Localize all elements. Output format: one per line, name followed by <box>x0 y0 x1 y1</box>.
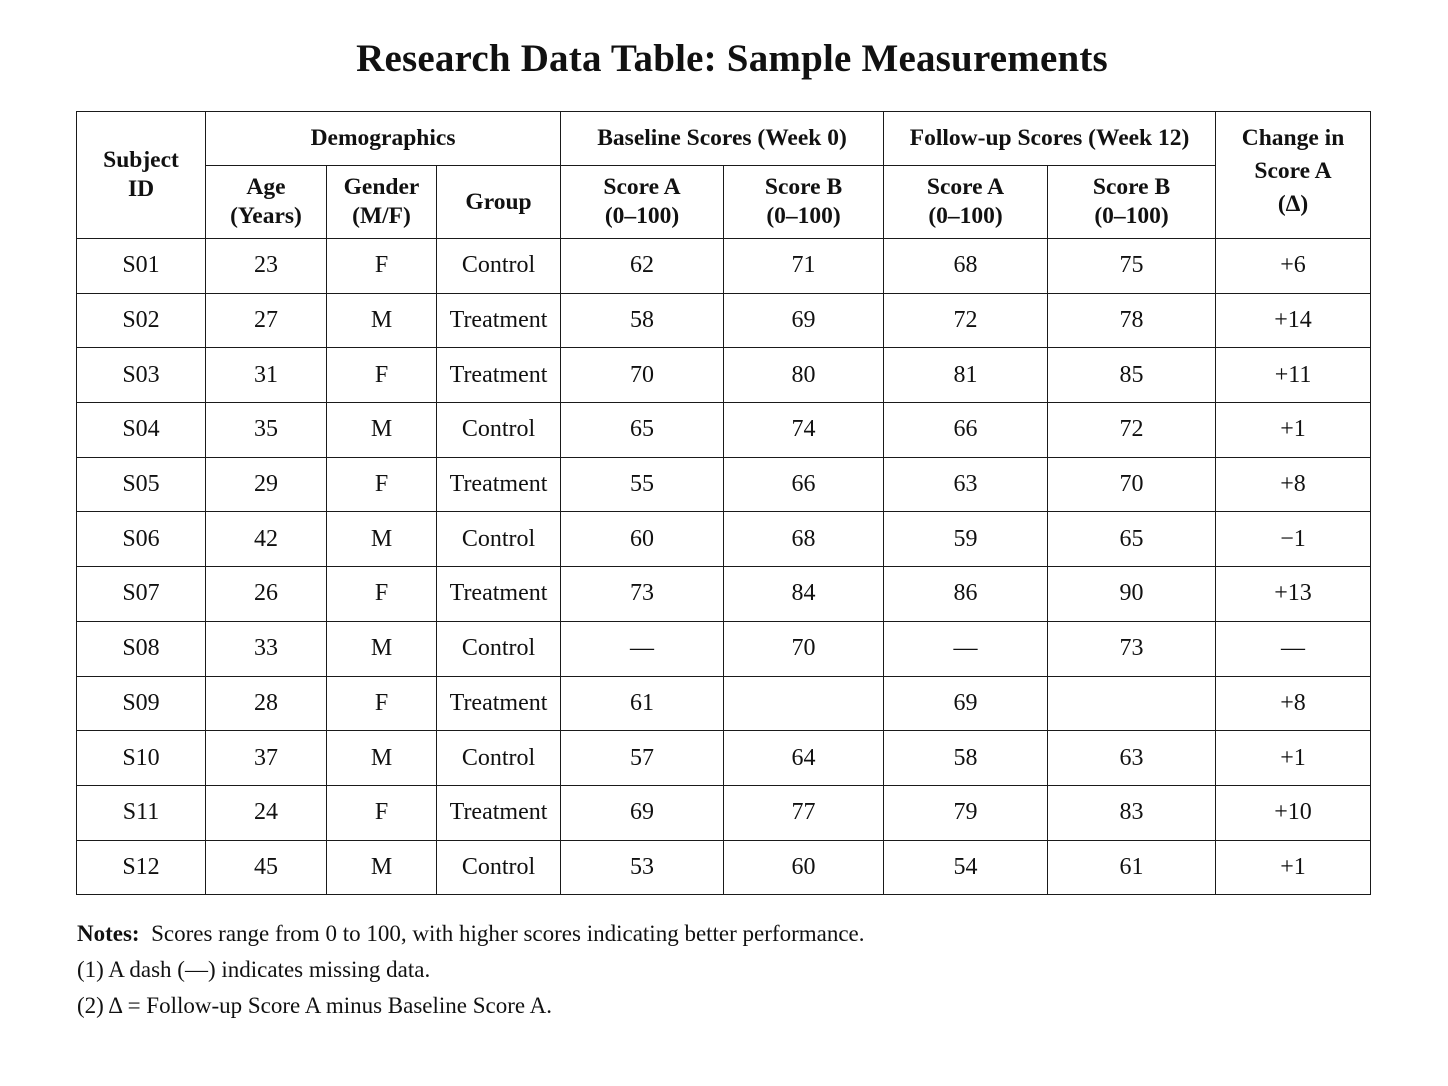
cell-subject-id: S01 <box>77 239 206 294</box>
cell-gender: M <box>327 512 437 567</box>
cell-subject-id: S07 <box>77 567 206 622</box>
cell-followup-score-a: 66 <box>884 403 1048 458</box>
cell-baseline-score-a: 57 <box>561 731 724 786</box>
cell-followup-score-a: 72 <box>884 293 1048 348</box>
cell-followup-score-b: 78 <box>1048 293 1216 348</box>
cell-change-score-a: +8 <box>1216 676 1371 731</box>
cell-group: Control <box>437 403 561 458</box>
cell-age: 42 <box>206 512 327 567</box>
table-row <box>77 403 1371 458</box>
cell-subject-id: S06 <box>77 512 206 567</box>
cell-group: Treatment <box>437 676 561 731</box>
cell-change-score-a: +1 <box>1216 840 1371 895</box>
cell-age: 45 <box>206 840 327 895</box>
cell-followup-score-b: 75 <box>1048 239 1216 294</box>
cell-age: 35 <box>206 403 327 458</box>
cell-followup-score-a: 59 <box>884 512 1048 567</box>
cell-age: 27 <box>206 293 327 348</box>
cell-change-score-a: +10 <box>1216 785 1371 840</box>
cell-group: Control <box>437 512 561 567</box>
table-row <box>77 239 1371 294</box>
cell-baseline-score-a: — <box>561 621 724 676</box>
cell-gender: F <box>327 457 437 512</box>
cell-followup-score-b: 72 <box>1048 403 1216 458</box>
notes-label: Notes: <box>77 921 140 946</box>
cell-followup-score-b: 83 <box>1048 785 1216 840</box>
cell-baseline-score-b <box>724 676 884 731</box>
table-row <box>77 457 1371 512</box>
cell-gender: F <box>327 239 437 294</box>
cell-change-score-a: +1 <box>1216 403 1371 458</box>
note-2: (2) Δ = Follow-up Score A minus Baseline Score A. <box>77 993 552 1018</box>
cell-baseline-score-b: 77 <box>724 785 884 840</box>
header-subject-id: Subject ID <box>77 112 206 239</box>
notes-text: Scores range from 0 to 100, with higher scores indicating better performance. <box>151 921 865 946</box>
table-row <box>77 840 1371 895</box>
cell-baseline-score-a: 70 <box>561 348 724 403</box>
notes-main <box>77 916 865 952</box>
cell-followup-score-a: — <box>884 621 1048 676</box>
cell-gender: M <box>327 403 437 458</box>
cell-followup-score-a: 69 <box>884 676 1048 731</box>
cell-followup-score-a: 58 <box>884 731 1048 786</box>
cell-age: 23 <box>206 239 327 294</box>
cell-subject-id: S04 <box>77 403 206 458</box>
note-1: (1) A dash (—) indicates missing data. <box>77 957 431 982</box>
cell-followup-score-a: 81 <box>884 348 1048 403</box>
cell-baseline-score-b: 69 <box>724 293 884 348</box>
cell-age: 37 <box>206 731 327 786</box>
cell-gender: M <box>327 293 437 348</box>
cell-baseline-score-b: 74 <box>724 403 884 458</box>
header-followup-score-b: Score B (0–100) <box>1048 166 1216 239</box>
cell-gender: F <box>327 567 437 622</box>
header-change: Change in Score A (Δ) <box>1216 112 1371 239</box>
cell-followup-score-b: 65 <box>1048 512 1216 567</box>
cell-gender: F <box>327 785 437 840</box>
cell-subject-id: S11 <box>77 785 206 840</box>
cell-subject-id: S05 <box>77 457 206 512</box>
cell-gender: M <box>327 731 437 786</box>
cell-followup-score-b: 73 <box>1048 621 1216 676</box>
header-followup-score-a: Score A (0–100) <box>884 166 1048 239</box>
cell-followup-score-b: 70 <box>1048 457 1216 512</box>
cell-age: 33 <box>206 621 327 676</box>
table-row <box>77 293 1371 348</box>
header-demographics: Demographics <box>206 112 561 166</box>
header-baseline-score-b: Score B (0–100) <box>724 166 884 239</box>
cell-age: 31 <box>206 348 327 403</box>
table-row <box>77 348 1371 403</box>
cell-baseline-score-b: 71 <box>724 239 884 294</box>
header-baseline: Baseline Scores (Week 0) <box>561 112 884 166</box>
cell-baseline-score-a: 55 <box>561 457 724 512</box>
cell-baseline-score-a: 69 <box>561 785 724 840</box>
cell-followup-score-a: 68 <box>884 239 1048 294</box>
cell-baseline-score-b: 66 <box>724 457 884 512</box>
cell-baseline-score-a: 60 <box>561 512 724 567</box>
cell-gender: M <box>327 621 437 676</box>
cell-followup-score-a: 63 <box>884 457 1048 512</box>
cell-subject-id: S10 <box>77 731 206 786</box>
header-baseline-score-a: Score A (0–100) <box>561 166 724 239</box>
cell-change-score-a: +8 <box>1216 457 1371 512</box>
cell-gender: M <box>327 840 437 895</box>
table-body <box>77 239 1371 895</box>
cell-baseline-score-a: 53 <box>561 840 724 895</box>
cell-group: Control <box>437 840 561 895</box>
page-title: Research Data Table: Sample Measurements <box>356 37 1108 80</box>
cell-age: 24 <box>206 785 327 840</box>
table-row <box>77 731 1371 786</box>
cell-subject-id: S08 <box>77 621 206 676</box>
cell-group: Treatment <box>437 785 561 840</box>
cell-gender: F <box>327 348 437 403</box>
cell-baseline-score-b: 70 <box>724 621 884 676</box>
cell-baseline-score-b: 68 <box>724 512 884 567</box>
cell-change-score-a: +1 <box>1216 731 1371 786</box>
cell-followup-score-a: 79 <box>884 785 1048 840</box>
cell-group: Treatment <box>437 567 561 622</box>
cell-baseline-score-a: 62 <box>561 239 724 294</box>
cell-followup-score-b: 63 <box>1048 731 1216 786</box>
table-row <box>77 621 1371 676</box>
cell-followup-score-a: 86 <box>884 567 1048 622</box>
cell-followup-score-b: 85 <box>1048 348 1216 403</box>
notes <box>77 916 865 1024</box>
table-row <box>77 785 1371 840</box>
cell-change-score-a: +13 <box>1216 567 1371 622</box>
cell-followup-score-a: 54 <box>884 840 1048 895</box>
cell-subject-id: S03 <box>77 348 206 403</box>
cell-gender: F <box>327 676 437 731</box>
data-table <box>76 111 1371 895</box>
cell-baseline-score-b: 64 <box>724 731 884 786</box>
cell-followup-score-b <box>1048 676 1216 731</box>
cell-baseline-score-b: 60 <box>724 840 884 895</box>
cell-followup-score-b: 90 <box>1048 567 1216 622</box>
header-followup: Follow-up Scores (Week 12) <box>884 112 1216 166</box>
header-gender: Gender (M/F) <box>327 166 437 239</box>
cell-baseline-score-a: 73 <box>561 567 724 622</box>
cell-group: Treatment <box>437 457 561 512</box>
cell-subject-id: S12 <box>77 840 206 895</box>
cell-group: Control <box>437 239 561 294</box>
cell-age: 26 <box>206 567 327 622</box>
cell-age: 28 <box>206 676 327 731</box>
cell-baseline-score-a: 65 <box>561 403 724 458</box>
table-row <box>77 676 1371 731</box>
cell-baseline-score-b: 80 <box>724 348 884 403</box>
cell-group: Treatment <box>437 348 561 403</box>
cell-group: Treatment <box>437 293 561 348</box>
cell-age: 29 <box>206 457 327 512</box>
cell-change-score-a: +14 <box>1216 293 1371 348</box>
cell-followup-score-b: 61 <box>1048 840 1216 895</box>
cell-baseline-score-a: 58 <box>561 293 724 348</box>
table-row <box>77 512 1371 567</box>
cell-change-score-a: — <box>1216 621 1371 676</box>
cell-change-score-a: −1 <box>1216 512 1371 567</box>
cell-group: Control <box>437 621 561 676</box>
cell-subject-id: S02 <box>77 293 206 348</box>
cell-subject-id: S09 <box>77 676 206 731</box>
header-age: Age (Years) <box>206 166 327 239</box>
cell-change-score-a: +6 <box>1216 239 1371 294</box>
cell-baseline-score-a: 61 <box>561 676 724 731</box>
table-row <box>77 567 1371 622</box>
cell-baseline-score-b: 84 <box>724 567 884 622</box>
header-group: Group <box>437 166 561 239</box>
cell-change-score-a: +11 <box>1216 348 1371 403</box>
cell-group: Control <box>437 731 561 786</box>
